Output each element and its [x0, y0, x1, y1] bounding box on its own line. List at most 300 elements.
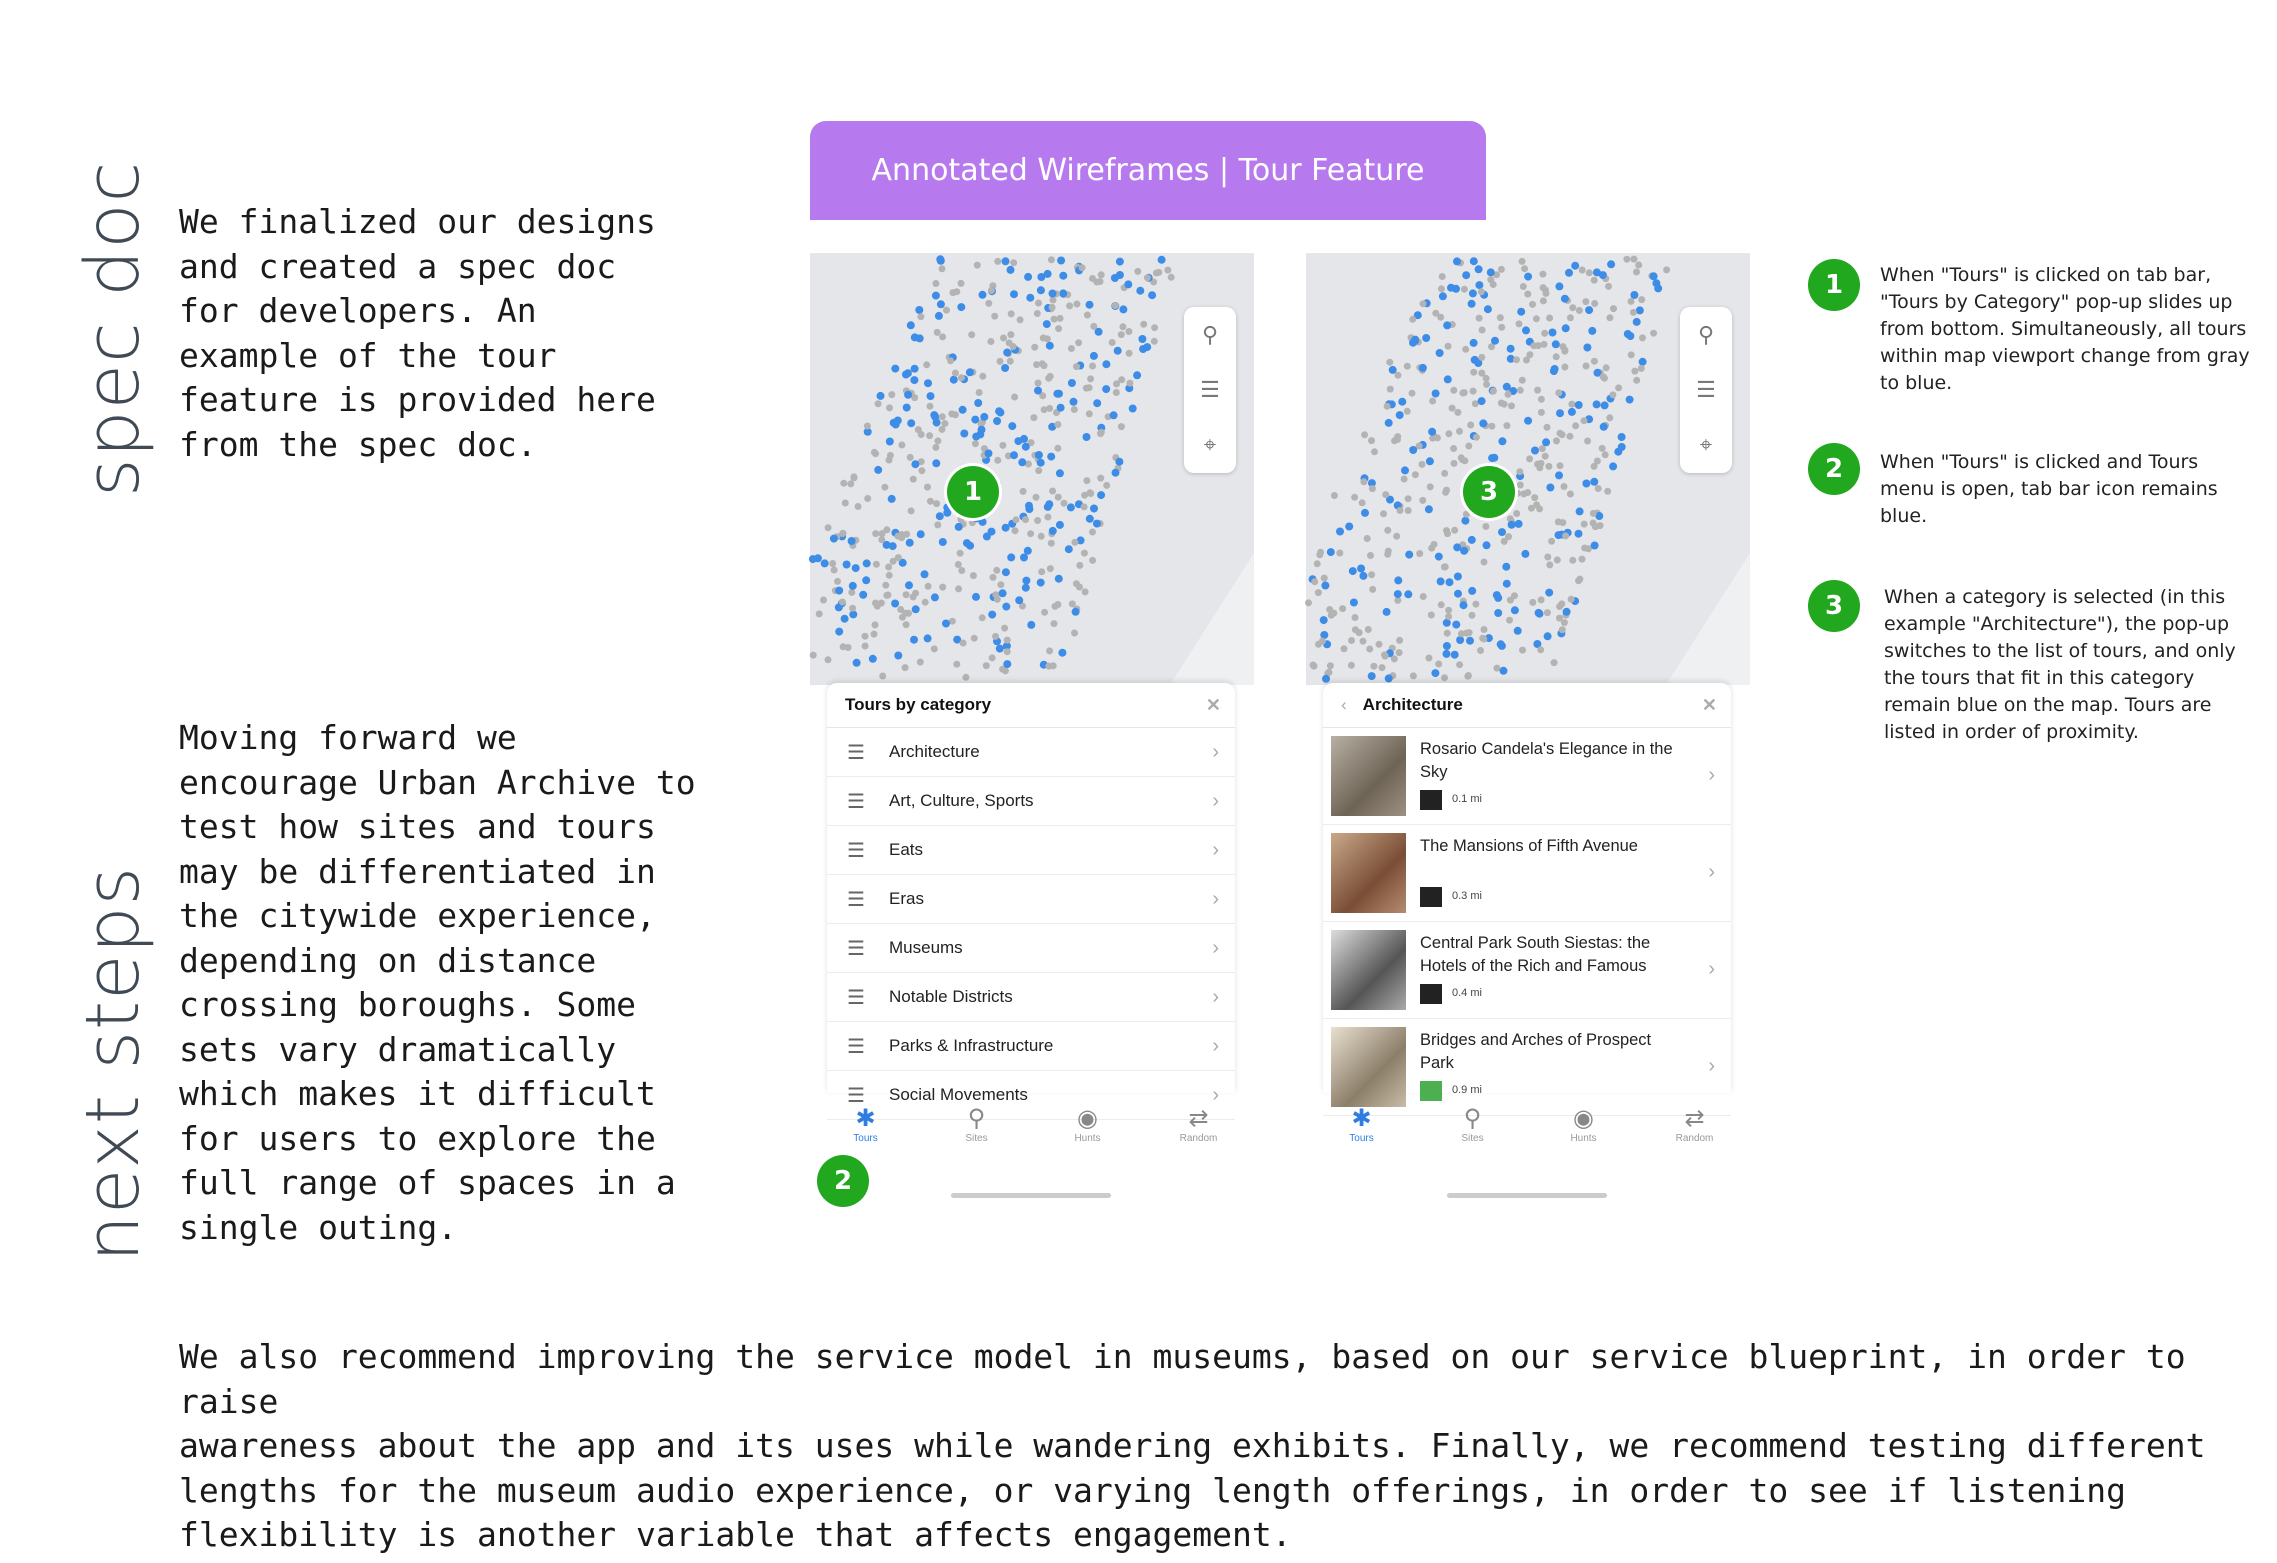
- tour-dot: [906, 539, 914, 547]
- tour-dot: [912, 605, 920, 613]
- site-dot: [1546, 561, 1553, 568]
- site-dot: [1459, 390, 1466, 397]
- site-dot: [925, 583, 932, 590]
- tour-dot: [1508, 521, 1516, 529]
- tour-dot: [1436, 349, 1444, 357]
- site-dot: [1592, 523, 1599, 530]
- site-dot: [1049, 304, 1056, 311]
- tour-dot: [1630, 291, 1638, 299]
- site-dot: [947, 357, 954, 364]
- site-dot: [1451, 527, 1458, 534]
- site-dot: [1445, 607, 1452, 614]
- site-dot: [842, 500, 849, 507]
- tour-dot: [917, 530, 925, 538]
- site-dot: [1599, 445, 1606, 452]
- tour-dot: [978, 426, 986, 434]
- site-dot: [1606, 314, 1613, 321]
- site-dot: [1089, 557, 1096, 564]
- site-dot: [1068, 345, 1075, 352]
- site-dot: [1466, 629, 1473, 636]
- site-dot: [1151, 338, 1158, 345]
- site-dot: [1038, 568, 1045, 575]
- tour-dot: [933, 419, 941, 427]
- site-dot: [1055, 325, 1062, 332]
- tour-dot: [859, 591, 867, 599]
- site-dot: [1328, 612, 1335, 619]
- site-dot: [1081, 492, 1088, 499]
- tour-thumbnail: [1331, 1027, 1406, 1107]
- category-row[interactable]: [827, 826, 1235, 875]
- site-dot: [1076, 562, 1083, 569]
- map-view[interactable]: [1306, 253, 1750, 685]
- site-dot: [1366, 646, 1373, 653]
- site-dot: [1583, 363, 1590, 370]
- site-dot: [1079, 264, 1086, 271]
- chevron-right-icon: ›: [1212, 789, 1219, 812]
- category-row[interactable]: [827, 1022, 1235, 1071]
- site-dot: [1553, 353, 1560, 360]
- banner-title: Annotated Wireframes | Tour Feature: [871, 153, 1425, 188]
- site-dot: [1567, 491, 1574, 498]
- target-icon: ◉: [1573, 1105, 1594, 1132]
- category-row[interactable]: [827, 728, 1235, 777]
- site-dot: [1445, 343, 1452, 350]
- tour-dot: [869, 655, 877, 663]
- tour-dot: [1034, 387, 1042, 395]
- site-dot: [924, 484, 931, 491]
- site-dot: [1449, 405, 1456, 412]
- site-dot: [1501, 401, 1508, 408]
- site-dot: [939, 413, 946, 420]
- site-dot: [910, 476, 917, 483]
- tour-thumbnail: [1331, 930, 1406, 1010]
- tour-dot: [892, 421, 900, 429]
- site-dot: [1519, 377, 1526, 384]
- tour-dot: [1460, 601, 1468, 609]
- site-dot: [1524, 291, 1531, 298]
- category-row[interactable]: [827, 924, 1235, 973]
- tour-dot: [1043, 320, 1051, 328]
- tour-dot: [931, 593, 939, 601]
- tour-dot: [1058, 649, 1066, 657]
- tour-dot: [1090, 352, 1098, 360]
- site-dot: [1144, 274, 1151, 281]
- tour-dot: [1394, 576, 1402, 584]
- site-dot: [1481, 626, 1488, 633]
- tour-dot: [1521, 550, 1529, 558]
- site-dot: [985, 300, 992, 307]
- tour-dot: [1385, 419, 1393, 427]
- site-dot: [1543, 290, 1550, 297]
- site-dot: [1151, 324, 1158, 331]
- tour-dot: [1035, 451, 1043, 459]
- tour-dot: [1148, 291, 1156, 299]
- tour-dot: [1456, 636, 1464, 644]
- site-dot: [874, 603, 881, 610]
- site-dot: [1098, 429, 1105, 436]
- site-dot: [1054, 421, 1061, 428]
- tour-dot: [1002, 603, 1010, 611]
- site-dot: [1380, 510, 1387, 517]
- site-dot: [1470, 369, 1477, 376]
- site-dot: [1391, 655, 1398, 662]
- tour-dot: [1322, 675, 1330, 683]
- site-dot: [1047, 565, 1054, 572]
- site-dot: [1631, 368, 1638, 375]
- tour-dot: [1517, 308, 1525, 316]
- tour-dot: [1059, 272, 1067, 280]
- site-dot: [1478, 288, 1485, 295]
- tour-dot: [904, 369, 912, 377]
- tab-hunts[interactable]: ◉ Hunts: [1074, 1105, 1101, 1144]
- annotation-text-3: When a category is selected (in this example "Architecture"), the pop-up switches to the list of tours, and only the tours that fit in this category remain blue on the map. Tours are listed in order of proximity.: [1884, 586, 2236, 743]
- tour-dot: [1470, 339, 1478, 347]
- site-dot: [915, 426, 922, 433]
- tour-dot: [1022, 584, 1030, 592]
- qr-icon: [1420, 887, 1442, 907]
- site-dot: [1405, 495, 1412, 502]
- site-dot: [1364, 535, 1371, 542]
- site-dot: [1582, 298, 1589, 305]
- site-dot: [1426, 655, 1433, 662]
- site-dot: [1639, 334, 1646, 341]
- tab-tours[interactable]: ✱ Tours: [853, 1105, 878, 1144]
- next-steps-paragraph: Moving forward we encourage Urban Archive to test how sites and tours may be differentiated in the citywide experience, depending on distance crossing boroughs. Some sets vary dramatically which makes it difficult for users to explore the full range of spaces in a single outing.: [179, 718, 696, 1247]
- site-dot: [820, 597, 827, 604]
- site-dot: [848, 589, 855, 596]
- site-dot: [991, 313, 998, 320]
- tour-dot: [1551, 365, 1559, 373]
- tour-dot: [1542, 438, 1550, 446]
- tour-dot: [1059, 289, 1067, 297]
- tour-dot: [1086, 515, 1094, 523]
- tour-dot: [996, 645, 1004, 653]
- tour-dot: [835, 628, 843, 636]
- tour-dot: [1562, 324, 1570, 332]
- shuffle-icon: ⇄: [1188, 1105, 1209, 1132]
- tour-row[interactable]: [1323, 825, 1731, 922]
- tour-dot: [1443, 650, 1451, 658]
- site-dot: [883, 526, 890, 533]
- site-dot: [1529, 599, 1536, 606]
- site-dot: [1369, 485, 1376, 492]
- site-dot: [1579, 556, 1586, 563]
- site-dot: [918, 467, 925, 474]
- site-dot: [839, 530, 846, 537]
- site-dot: [1454, 409, 1461, 416]
- site-dot: [1066, 302, 1073, 309]
- tour-dot: [1514, 627, 1522, 635]
- site-dot: [886, 572, 893, 579]
- callout-badge-1: 1: [947, 466, 999, 518]
- category-label: Eras: [889, 889, 924, 908]
- site-dot: [1046, 647, 1053, 654]
- tour-dot: [821, 559, 829, 567]
- site-dot: [1610, 305, 1617, 312]
- site-dot: [962, 674, 969, 681]
- tour-dot: [1025, 502, 1033, 510]
- tab-sites[interactable]: ⚲ Sites: [1461, 1105, 1484, 1144]
- site-dot: [1505, 391, 1512, 398]
- site-dot: [993, 567, 1000, 574]
- tour-dot: [988, 611, 996, 619]
- site-dot: [1603, 364, 1610, 371]
- tour-dot: [1475, 281, 1483, 289]
- tour-dot: [935, 312, 943, 320]
- site-dot: [1516, 320, 1523, 327]
- site-dot: [1569, 304, 1576, 311]
- tour-dot: [894, 652, 902, 660]
- site-dot: [871, 449, 878, 456]
- site-dot: [979, 373, 986, 380]
- tour-dot: [1650, 272, 1658, 280]
- tour-dot: [1093, 399, 1101, 407]
- tour-row[interactable]: [1323, 922, 1731, 1019]
- site-dot: [1540, 297, 1547, 304]
- site-dot: [955, 561, 962, 568]
- back-chevron-icon[interactable]: ‹: [1341, 695, 1347, 714]
- tour-dot: [1404, 590, 1412, 598]
- site-dot: [1544, 424, 1551, 431]
- tour-dot: [1524, 417, 1532, 425]
- site-dot: [1557, 462, 1564, 469]
- map-view[interactable]: [810, 253, 1254, 685]
- tour-dot: [1086, 301, 1094, 309]
- site-dot: [1027, 530, 1034, 537]
- site-dot: [871, 631, 878, 638]
- site-dot: [1045, 663, 1052, 670]
- tour-dot: [1327, 548, 1335, 556]
- site-dot: [1013, 516, 1020, 523]
- callout-badge-3: 3: [1463, 466, 1515, 518]
- tour-dot: [843, 561, 851, 569]
- site-dot: [1073, 301, 1080, 308]
- chevron-right-icon: ›: [1212, 887, 1219, 910]
- tour-dot: [980, 413, 988, 421]
- site-dot: [1387, 386, 1394, 393]
- site-dot: [1081, 503, 1088, 510]
- tour-distance: 0.1 mi: [1452, 793, 1482, 805]
- tour-dot: [853, 659, 861, 667]
- site-dot: [1554, 557, 1561, 564]
- site-dot: [927, 498, 934, 505]
- tour-dot: [1002, 568, 1010, 576]
- site-dot: [1361, 431, 1368, 438]
- tour-dot: [1575, 530, 1583, 538]
- tour-dot: [1027, 621, 1035, 629]
- tour-dot: [924, 379, 932, 387]
- site-dot: [1087, 375, 1094, 382]
- site-dot: [1450, 445, 1457, 452]
- tour-dot: [905, 581, 913, 589]
- site-dot: [960, 640, 967, 647]
- site-dot: [1396, 649, 1403, 656]
- site-dot: [1630, 309, 1637, 316]
- site-dot: [1118, 331, 1125, 338]
- tour-dot: [1624, 330, 1632, 338]
- close-icon[interactable]: ✕: [1701, 695, 1717, 715]
- search-icon[interactable]: ⚲: [1201, 321, 1219, 347]
- site-dot: [862, 633, 869, 640]
- tour-dot: [937, 300, 945, 308]
- site-dot: [950, 289, 957, 296]
- site-dot: [1109, 339, 1116, 346]
- site-dot: [1083, 477, 1090, 484]
- site-dot: [1443, 487, 1450, 494]
- site-dot: [1472, 601, 1479, 608]
- tours-by-category-sheet: [827, 683, 1235, 1107]
- site-dot: [1526, 455, 1533, 462]
- site-dot: [971, 635, 978, 642]
- site-dot: [992, 633, 999, 640]
- tour-dot: [1067, 503, 1075, 511]
- site-dot: [1480, 636, 1487, 643]
- tour-dot: [1018, 458, 1026, 466]
- site-dot: [908, 507, 915, 514]
- tab-random[interactable]: ⇄ Random: [1675, 1105, 1714, 1144]
- annotation-text-2: When "Tours" is clicked and Tours menu is open, tab bar icon remains blue.: [1880, 451, 2218, 527]
- site-dot: [903, 591, 910, 598]
- category-row[interactable]: [827, 875, 1235, 924]
- tour-dot: [1398, 398, 1406, 406]
- tour-distance: 0.3 mi: [1452, 890, 1482, 902]
- tab-sites[interactable]: ⚲ Sites: [965, 1105, 988, 1144]
- site-dot: [1311, 578, 1318, 585]
- site-dot: [1539, 271, 1546, 278]
- tour-dot: [1049, 290, 1057, 298]
- tour-dot: [1083, 433, 1091, 441]
- sheet-title: Tours by category ✕: [827, 683, 1235, 728]
- tour-dot: [1468, 587, 1476, 595]
- site-dot: [1410, 672, 1417, 679]
- site-dot: [1591, 300, 1598, 307]
- tour-dot: [1515, 520, 1523, 528]
- tour-dot: [886, 438, 894, 446]
- tab-hunts[interactable]: ◉ Hunts: [1570, 1105, 1597, 1144]
- category-row[interactable]: [827, 973, 1235, 1022]
- tour-dot: [1057, 257, 1065, 265]
- chevron-right-icon: ›: [1212, 936, 1219, 959]
- site-dot: [939, 426, 946, 433]
- site-dot: [1034, 310, 1041, 317]
- tour-row[interactable]: [1323, 1019, 1731, 1116]
- tour-dot: [1007, 266, 1015, 274]
- site-dot: [952, 370, 959, 377]
- tour-dot: [1451, 651, 1459, 659]
- site-dot: [943, 307, 950, 314]
- tour-dot: [1636, 306, 1644, 314]
- site-dot: [953, 661, 960, 668]
- site-dot: [1339, 605, 1346, 612]
- tour-dot: [979, 291, 987, 299]
- site-dot: [1555, 518, 1562, 525]
- tour-dot: [959, 406, 967, 414]
- tour-dot: [1545, 589, 1553, 597]
- tab-random[interactable]: ⇄ Random: [1179, 1105, 1218, 1144]
- tour-dot: [1385, 674, 1393, 682]
- tour-dot: [1047, 453, 1055, 461]
- site-dot: [957, 550, 964, 557]
- site-dot: [1314, 560, 1321, 567]
- tour-dot: [1461, 517, 1469, 525]
- site-dot: [1568, 596, 1575, 603]
- site-dot: [1017, 316, 1024, 323]
- qr-icon: [1420, 984, 1442, 1004]
- tour-dot: [849, 582, 857, 590]
- site-dot: [1393, 533, 1400, 540]
- list-icon[interactable]: ☰: [1696, 376, 1716, 402]
- tour-dot: [1437, 577, 1445, 585]
- site-dot: [1439, 273, 1446, 280]
- tour-dot: [1443, 642, 1451, 650]
- site-dot: [934, 437, 941, 444]
- site-dot: [1428, 612, 1435, 619]
- tour-row[interactable]: [1323, 728, 1731, 825]
- tour-dot: [1446, 578, 1454, 586]
- site-dot: [1050, 297, 1057, 304]
- site-dot: [1633, 269, 1640, 276]
- wireframes-banner: [810, 121, 1486, 220]
- pin-icon: ⚲: [967, 1105, 986, 1132]
- locate-icon[interactable]: ⌖: [1699, 431, 1713, 457]
- bottom-paragraph: We also recommend improving the service model in museums, based on our service blueprint, in order to raise awareness about the app and its uses while wandering exhibits. Finally, we recommend testing different lengths for the museum audio experience, or varying length offerings, in order to see if listening flexibility is another variable that affects engagement.: [179, 1337, 2206, 1554]
- close-icon[interactable]: ✕: [1205, 695, 1221, 715]
- list-icon[interactable]: ☰: [1200, 376, 1220, 402]
- site-dot: [1140, 321, 1147, 328]
- tab-bar: [810, 1105, 1254, 1175]
- tour-dot: [1593, 400, 1601, 408]
- tour-dot: [1056, 521, 1064, 529]
- tab-tours[interactable]: ✱ Tours: [1349, 1105, 1374, 1144]
- chevron-right-icon: ›: [1212, 1034, 1219, 1057]
- site-dot: [1633, 377, 1640, 384]
- tour-dot: [1119, 305, 1127, 313]
- site-dot: [1001, 625, 1008, 632]
- tour-dot: [1008, 422, 1016, 430]
- tour-dot: [974, 399, 982, 407]
- tour-dot: [1422, 334, 1430, 342]
- site-dot: [917, 313, 924, 320]
- locate-icon[interactable]: ⌖: [1203, 431, 1217, 457]
- site-dot: [1635, 262, 1642, 269]
- callout-badge-2: 2: [817, 1155, 869, 1207]
- category-label: Notable Districts: [889, 987, 1013, 1006]
- site-dot: [988, 287, 995, 294]
- site-dot: [1501, 538, 1508, 545]
- tour-dot: [985, 449, 993, 457]
- site-dot: [849, 605, 856, 612]
- tour-dot: [907, 419, 915, 427]
- site-dot: [983, 662, 990, 669]
- site-dot: [911, 394, 918, 401]
- site-dot: [1541, 341, 1548, 348]
- tour-dot: [1479, 419, 1487, 427]
- site-dot: [1609, 391, 1616, 398]
- site-dot: [994, 258, 1001, 265]
- site-dot: [879, 673, 886, 680]
- site-dot: [1534, 461, 1541, 468]
- site-dot: [1546, 315, 1553, 322]
- site-dot: [1441, 674, 1448, 681]
- search-icon[interactable]: ⚲: [1697, 321, 1715, 347]
- category-row[interactable]: [827, 777, 1235, 826]
- site-dot: [1055, 494, 1062, 501]
- tour-dot: [1072, 608, 1080, 616]
- site-dot: [1539, 445, 1546, 452]
- site-dot: [958, 280, 965, 287]
- tour-dot: [1454, 590, 1462, 598]
- tour-dot: [1411, 336, 1419, 344]
